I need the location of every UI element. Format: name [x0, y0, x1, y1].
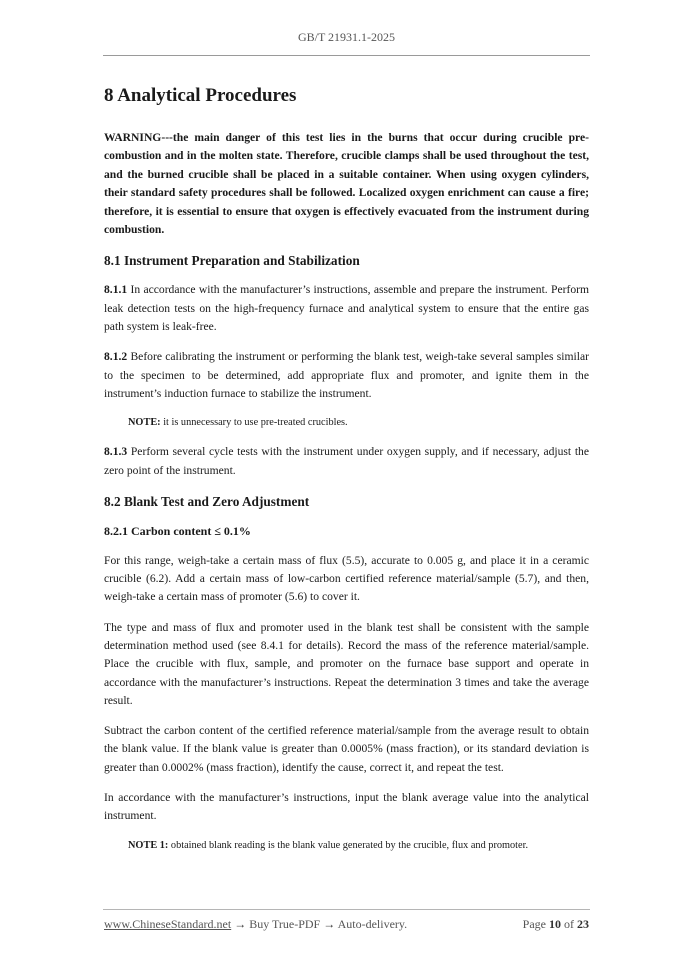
site-link[interactable]: www.ChineseStandard.net — [104, 917, 232, 931]
note-text: it is unnecessary to use pre-treated crucibles. — [160, 417, 348, 429]
page-word: Page — [522, 917, 546, 931]
note — [128, 415, 589, 431]
clause-8-1-1 — [104, 281, 589, 336]
page-footer — [104, 917, 589, 932]
clause-text: Before calibrating the instrument or performing the blank test, weigh-take several samples similar to the specimen to be determined, add appropriate flux and promoter, and ignite them in the instrument’s induction furnace to stabilize the instrument. — [104, 350, 589, 400]
page-current: 10 — [549, 917, 561, 931]
note-label: NOTE: — [128, 417, 161, 429]
page-total: 23 — [577, 917, 589, 931]
of-word: of — [564, 917, 574, 931]
page-header: GB/T 21931.1-2025 — [297, 30, 396, 44]
clause-number: 8.1.3 — [104, 445, 128, 459]
header-divider — [103, 55, 590, 56]
clause-number: 8.1.2 — [104, 350, 128, 364]
delivery-text: Auto-delivery. — [335, 917, 408, 931]
page-indicator — [523, 917, 589, 932]
subsubsection-title-8-2-1: 8.2.1 Carbon content ≤ 0.1% — [104, 523, 251, 538]
section-title: 8 Analytical Procedures — [104, 85, 297, 106]
paragraph-blank-value: Subtract the carbon content of the certified reference material/sample from the average result to obtain the blank value. If the blank value is greater than 0.0005% (mass fraction), or its standard deviation is greater than 0.0002% (mass fraction), identify the cause, correct it, and repeat the test. — [104, 724, 589, 774]
footer-promo — [104, 917, 407, 932]
clause-number: 8.1.1 — [104, 283, 128, 297]
subsection-title-8-1: 8.1 Instrument Preparation and Stabilization — [104, 253, 360, 269]
buy-text: Buy True-PDF — [246, 917, 324, 931]
note-label: NOTE 1: — [128, 839, 169, 851]
arrow-right-icon: → — [234, 917, 247, 931]
warning-paragraph: WARNING---the main danger of this test lies in the burns that occur during crucible pre-combustion and in the molten state. Therefore, crucible clamps shall be used throughout the test, and the burned crucible shall be placed in a suitable container. When using oxygen cylinders, their standard safety procedures shall be followed. Localized oxygen enrichment can cause a fire; therefore, it is essential to ensure that oxygen is effectively evacuated from the instrument during combustion. — [104, 131, 589, 237]
arrow-right-icon: → — [323, 917, 336, 931]
paragraph-blank-test: The type and mass of flux and promoter used in the blank test shall be consistent with the sample determination method used (see 8.4.1 for details). Record the mass of the reference material/sample. Place the crucible with flux, sample, and promoter on the furnace base support and operate in accordance with the manufacturer’s instructions. Repeat the determination 3 times and take the average result. — [104, 620, 589, 707]
note-text: obtained blank reading is the blank value generated by the crucible, flux and promoter. — [168, 839, 529, 851]
paragraph-flux: For this range, weigh-take a certain mass of flux (5.5), accurate to 0.005 g, and place it in a ceramic crucible (6.2). Add a certain mass of low-carbon certified reference material/sample (5.7), and then, weigh-take a certain mass of promoter (5.6) to cover it. — [104, 553, 589, 604]
clause-8-1-2 — [104, 348, 589, 403]
clause-text: Perform several cycle tests with the instrument under oxygen supply, and if necessary, adjust the zero point of the instrument. — [104, 445, 589, 477]
footer-divider — [103, 909, 590, 910]
clause-8-1-3 — [104, 443, 589, 480]
note-1 — [128, 838, 589, 854]
subsection-title-8-2: 8.2 Blank Test and Zero Adjustment — [104, 493, 310, 509]
paragraph-input-blank: In accordance with the manufacturer’s instructions, input the blank average value into the analytical instrument. — [104, 791, 589, 823]
clause-text: In accordance with the manufacturer’s instructions, assemble and prepare the instrument. Perform leak detection tests on the high-frequency furnace and analytical system to ensure that the entire gas path system is leak-free. — [104, 283, 589, 334]
document-body — [104, 84, 589, 866]
